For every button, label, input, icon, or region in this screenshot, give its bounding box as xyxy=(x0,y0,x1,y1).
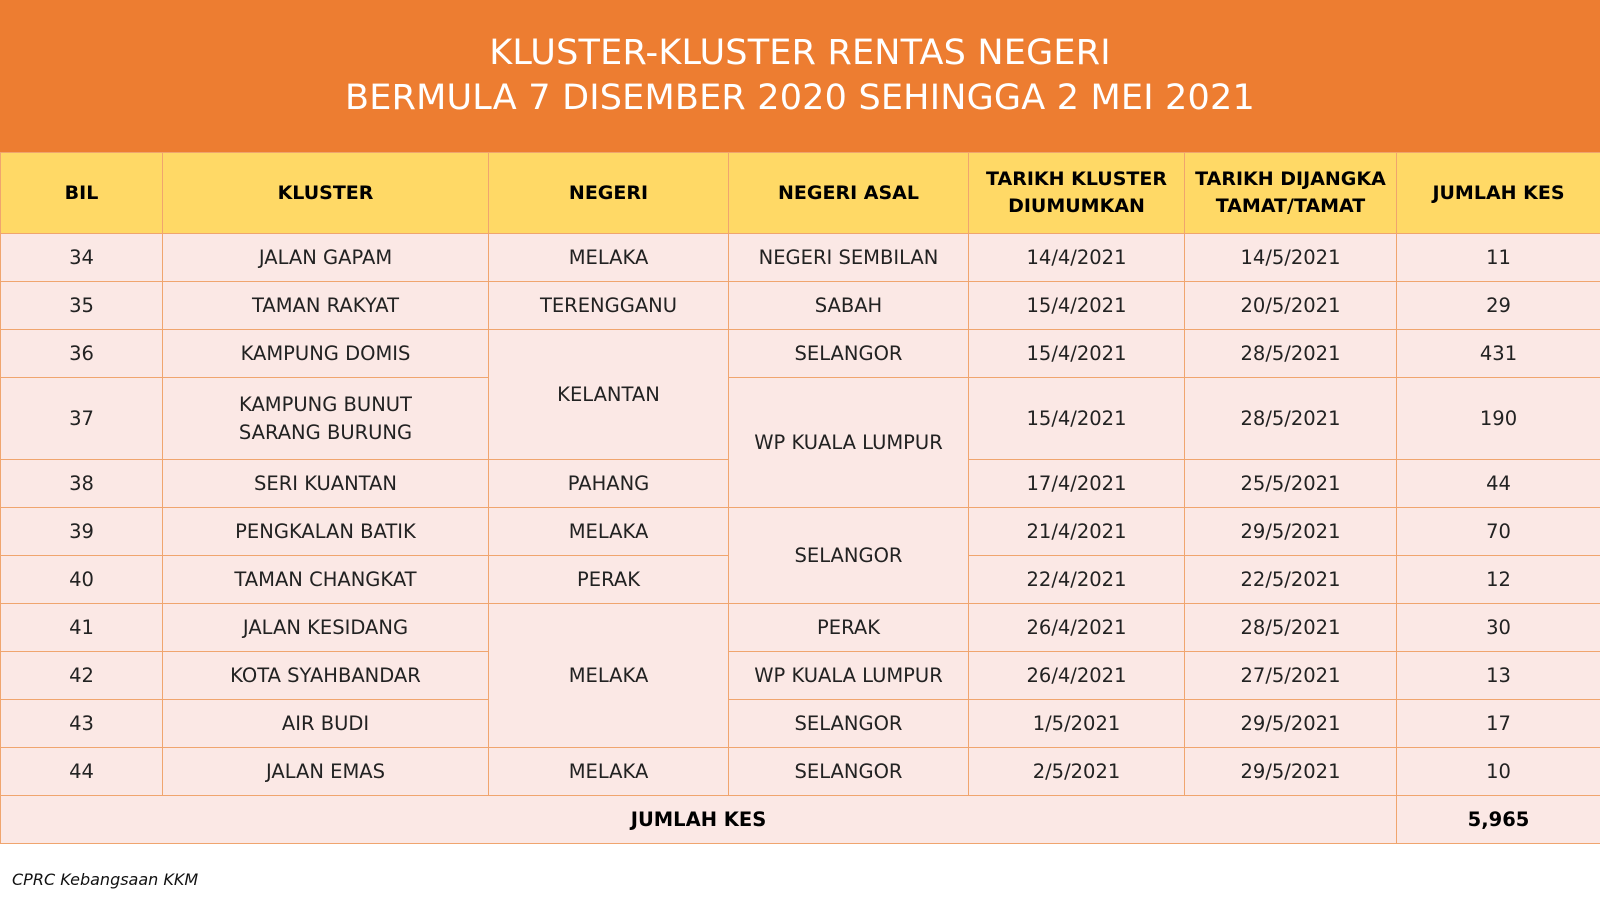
cell-kes: 29 xyxy=(1397,282,1600,330)
cell-tamat: 25/5/2021 xyxy=(1185,460,1397,508)
cell-kluster: KAMPUNG DOMIS xyxy=(163,330,489,378)
cell-diumumkan: 1/5/2021 xyxy=(969,700,1185,748)
total-value: 5,965 xyxy=(1397,796,1600,844)
table-row xyxy=(1,748,1600,796)
cell-negeri-asal: WP KUALA LUMPUR xyxy=(729,652,969,700)
header-kluster: KLUSTER xyxy=(163,153,489,234)
header-row xyxy=(1,153,1600,234)
cell-kes: 17 xyxy=(1397,700,1600,748)
cell-diumumkan: 15/4/2021 xyxy=(969,330,1185,378)
cell-kluster xyxy=(163,378,489,460)
cell-negeri: KELANTAN xyxy=(489,330,729,460)
cell-kes: 30 xyxy=(1397,604,1600,652)
cell-bil: 36 xyxy=(1,330,163,378)
cell-negeri-asal: SELANGOR xyxy=(729,748,969,796)
header-tarikh-tamat xyxy=(1185,153,1397,234)
cell-tamat: 27/5/2021 xyxy=(1185,652,1397,700)
table-row xyxy=(1,378,1600,460)
cell-negeri-asal: SELANGOR xyxy=(729,700,969,748)
table-row xyxy=(1,282,1600,330)
cell-diumumkan: 15/4/2021 xyxy=(969,282,1185,330)
cell-bil: 44 xyxy=(1,748,163,796)
cell-kes: 431 xyxy=(1397,330,1600,378)
cell-tamat: 28/5/2021 xyxy=(1185,378,1397,460)
cell-bil: 38 xyxy=(1,460,163,508)
cell-kluster: JALAN KESIDANG xyxy=(163,604,489,652)
cell-kluster: JALAN GAPAM xyxy=(163,234,489,282)
cell-negeri: PAHANG xyxy=(489,460,729,508)
cell-negeri: MELAKA xyxy=(489,508,729,556)
header-negeri: NEGERI xyxy=(489,153,729,234)
header-tarikh-diumumkan-line-2: DIUMUMKAN xyxy=(1008,195,1145,217)
cell-bil: 35 xyxy=(1,282,163,330)
cell-diumumkan: 17/4/2021 xyxy=(969,460,1185,508)
cell-bil: 39 xyxy=(1,508,163,556)
cell-negeri: MELAKA xyxy=(489,234,729,282)
cell-tamat: 29/5/2021 xyxy=(1185,748,1397,796)
cell-negeri-asal: PERAK xyxy=(729,604,969,652)
cell-diumumkan: 15/4/2021 xyxy=(969,378,1185,460)
cell-kluster-line-2: SARANG BURUNG xyxy=(238,420,413,444)
table-row xyxy=(1,700,1600,748)
cell-negeri-asal: SELANGOR xyxy=(729,330,969,378)
cell-diumumkan: 14/4/2021 xyxy=(969,234,1185,282)
cell-diumumkan: 22/4/2021 xyxy=(969,556,1185,604)
table-row xyxy=(1,234,1600,282)
cell-diumumkan: 26/4/2021 xyxy=(969,604,1185,652)
cell-diumumkan: 21/4/2021 xyxy=(969,508,1185,556)
cell-negeri-asal: NEGERI SEMBILAN xyxy=(729,234,969,282)
cell-kes: 10 xyxy=(1397,748,1600,796)
cell-kluster: SERI KUANTAN xyxy=(163,460,489,508)
table-row xyxy=(1,330,1600,378)
cell-kes: 70 xyxy=(1397,508,1600,556)
cell-kluster: TAMAN RAKYAT xyxy=(163,282,489,330)
cell-bil: 42 xyxy=(1,652,163,700)
title-line-1: KLUSTER-KLUSTER RENTAS NEGERI xyxy=(489,32,1111,73)
cell-kes: 13 xyxy=(1397,652,1600,700)
cell-kes: 44 xyxy=(1397,460,1600,508)
cell-diumumkan: 26/4/2021 xyxy=(969,652,1185,700)
cell-kluster: PENGKALAN BATIK xyxy=(163,508,489,556)
header-tarikh-tamat-line-2: TAMAT/TAMAT xyxy=(1215,195,1366,217)
cell-negeri: TERENGGANU xyxy=(489,282,729,330)
table-row xyxy=(1,508,1600,556)
title-line-2: BERMULA 7 DISEMBER 2020 SEHINGGA 2 MEI 2021 xyxy=(345,78,1255,118)
cell-tamat: 14/5/2021 xyxy=(1185,234,1397,282)
table-row xyxy=(1,604,1600,652)
cluster-table xyxy=(0,152,1600,844)
cell-kluster: JALAN EMAS xyxy=(163,748,489,796)
cell-tamat: 22/5/2021 xyxy=(1185,556,1397,604)
total-row xyxy=(1,796,1600,844)
source-credit: CPRC Kebangsaan KKM xyxy=(12,870,199,889)
cell-tamat: 28/5/2021 xyxy=(1185,330,1397,378)
cell-tamat: 29/5/2021 xyxy=(1185,508,1397,556)
cell-kluster: KOTA SYAHBANDAR xyxy=(163,652,489,700)
total-label: JUMLAH KES xyxy=(1,796,1397,844)
header-bil: BIL xyxy=(1,153,163,234)
cell-kluster: TAMAN CHANGKAT xyxy=(163,556,489,604)
cell-kes: 190 xyxy=(1397,378,1600,460)
header-tarikh-tamat-line-1: TARIKH DIJANGKA xyxy=(1195,168,1386,191)
cell-negeri: MELAKA xyxy=(489,748,729,796)
cell-bil: 41 xyxy=(1,604,163,652)
header-tarikh-diumumkan xyxy=(969,153,1185,234)
header-jumlah-kes: JUMLAH KES xyxy=(1397,153,1600,234)
cell-kluster-line-1: KAMPUNG BUNUT xyxy=(239,393,412,417)
cell-negeri-asal: SABAH xyxy=(729,282,969,330)
table-row xyxy=(1,652,1600,700)
cell-negeri: PERAK xyxy=(489,556,729,604)
title-banner xyxy=(0,0,1600,152)
cell-negeri-asal: SELANGOR xyxy=(729,508,969,604)
cell-tamat: 29/5/2021 xyxy=(1185,700,1397,748)
cell-bil: 37 xyxy=(1,378,163,460)
cell-tamat: 20/5/2021 xyxy=(1185,282,1397,330)
cell-bil: 40 xyxy=(1,556,163,604)
header-negeri-asal: NEGERI ASAL xyxy=(729,153,969,234)
header-tarikh-diumumkan-line-1: TARIKH KLUSTER xyxy=(986,168,1167,191)
cell-negeri-asal: WP KUALA LUMPUR xyxy=(729,378,969,508)
cell-tamat: 28/5/2021 xyxy=(1185,604,1397,652)
cell-bil: 34 xyxy=(1,234,163,282)
cell-kluster: AIR BUDI xyxy=(163,700,489,748)
cell-negeri: MELAKA xyxy=(489,604,729,748)
cell-kes: 12 xyxy=(1397,556,1600,604)
cell-kes: 11 xyxy=(1397,234,1600,282)
cell-bil: 43 xyxy=(1,700,163,748)
cell-diumumkan: 2/5/2021 xyxy=(969,748,1185,796)
